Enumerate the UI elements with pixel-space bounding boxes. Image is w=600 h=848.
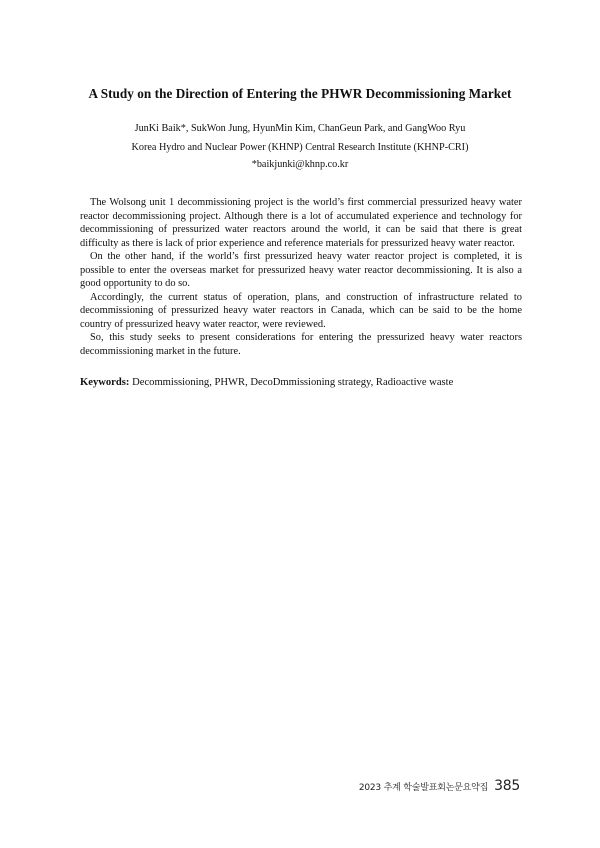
keywords-label: Keywords: [80,377,130,388]
paper-title: A Study on the Direction of Entering the PHWR Decommissioning Market [88,86,512,101]
abstract-paragraph-4: So, this study seeks to present considerations for entering the pressurized heavy water reactors decommissioning market in the future. [80,332,522,357]
proceedings-title: 2023 추계 학술발표회논문요약집 [358,783,489,793]
affiliation: Korea Hydro and Nuclear Power (KHNP) Central Research Institute (KHNP-CRI) [131,142,469,153]
page-footer [359,778,520,794]
abstract-paragraph-2: On the other hand, if the world’s first pressurized heavy water reactor project is completed, it is possible to enter the overseas market for pressurized heavy water reactor decommissioning. It is also a good opportunity to do so. [80,251,522,289]
abstract [80,196,522,358]
keywords-text: Decommissioning, PHWR, DecoDmmissioning strategy, Radioactive waste [132,377,454,388]
keywords-line [80,376,522,390]
abstract-paragraph-3: Accordingly, the current status of operation, plans, and construction of infrastructure related to decommissioning of pressurized heavy water reactors in Canada, which can be said to be the home country of pressurized heavy water reactor, were reviewed. [80,291,522,330]
author-list: JunKi Baik*, SukWon Jung, HyunMin Kim, ChanGeun Park, and GangWoo Ryu [134,123,466,134]
corresponding-email: *baikjunki@khnp.co.kr [251,159,349,170]
page-number: 385 [494,778,520,794]
abstract-paragraph-1: The Wolsong unit 1 decommissioning project is the world’s first commercial pressurized heavy water reactor decommissioning project. Although there is a lot of accumulated experience and technology for decommissioning of pressurized water reactors around the world, it can be said that there is great difficulty as there is lack of prior experience and reference materials for pressurized heavy water reactor. [80,197,522,249]
